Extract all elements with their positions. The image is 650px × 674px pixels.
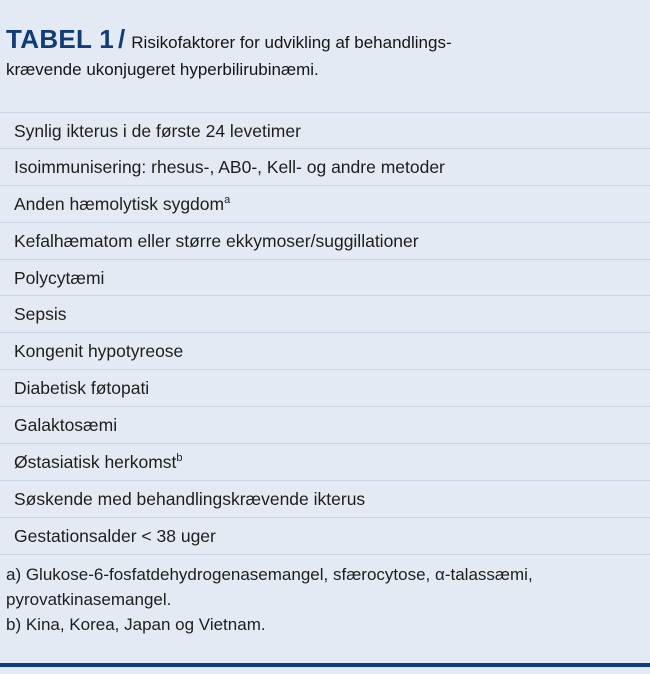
- row-text: Søskende med behandlingskrævende ikterus: [14, 488, 366, 509]
- table-footnotes: [6, 562, 644, 637]
- row-text: Kefalhæmatom eller større ekkymoser/suggillationer: [14, 230, 419, 251]
- row-text: Østasiatisk herkomst: [14, 452, 177, 473]
- table-row: [0, 186, 650, 223]
- table-title-line-2: krævende ukonjugeret hyperbilirubinæmi.: [6, 60, 319, 79]
- table-label: TABEL 1: [6, 24, 115, 54]
- row-text: Anden hæmolytisk sygdom: [14, 193, 225, 214]
- table-row: [0, 296, 650, 333]
- risk-factor-list: [0, 112, 650, 555]
- table-row: [0, 481, 650, 518]
- table-row: [0, 333, 650, 370]
- row-text: Gestationsalder < 38 uger: [14, 525, 216, 546]
- footnote-b: b) Kina, Korea, Japan og Vietnam.: [6, 615, 266, 634]
- footnote-marker: b: [176, 452, 183, 465]
- table-row: [0, 407, 650, 444]
- table-row: [0, 260, 650, 297]
- table-row: [0, 518, 650, 555]
- row-text: Sepsis: [14, 304, 67, 325]
- row-text: Kongenit hypotyreose: [14, 341, 184, 362]
- row-text: Synlig ikterus i de første 24 levetimer: [14, 121, 301, 141]
- label-separator: /: [118, 24, 126, 54]
- table-row: [0, 444, 650, 481]
- table-row: [0, 370, 650, 407]
- table-row: [0, 223, 650, 260]
- table-header: [6, 26, 636, 83]
- row-text: Isoimmunisering: rhesus-, AB0-, Kell- og andre metoder: [14, 156, 445, 177]
- footnote-a: a) Glukose-6-fosfatdehydrogenasemangel, sfærocytose, α-talassæmi, pyrovatkinasemangel.: [6, 565, 533, 609]
- table-row: [0, 112, 650, 149]
- table-title-line-1: Risikofaktorer for udvikling af behandlings-: [131, 33, 452, 52]
- table-row: [0, 149, 650, 186]
- bottom-rule: [0, 663, 650, 667]
- row-text: Polycytæmi: [14, 267, 105, 288]
- row-text: Diabetisk føtopati: [14, 378, 150, 399]
- row-text: Galaktosæmi: [14, 415, 118, 436]
- footnote-marker: a: [224, 193, 231, 206]
